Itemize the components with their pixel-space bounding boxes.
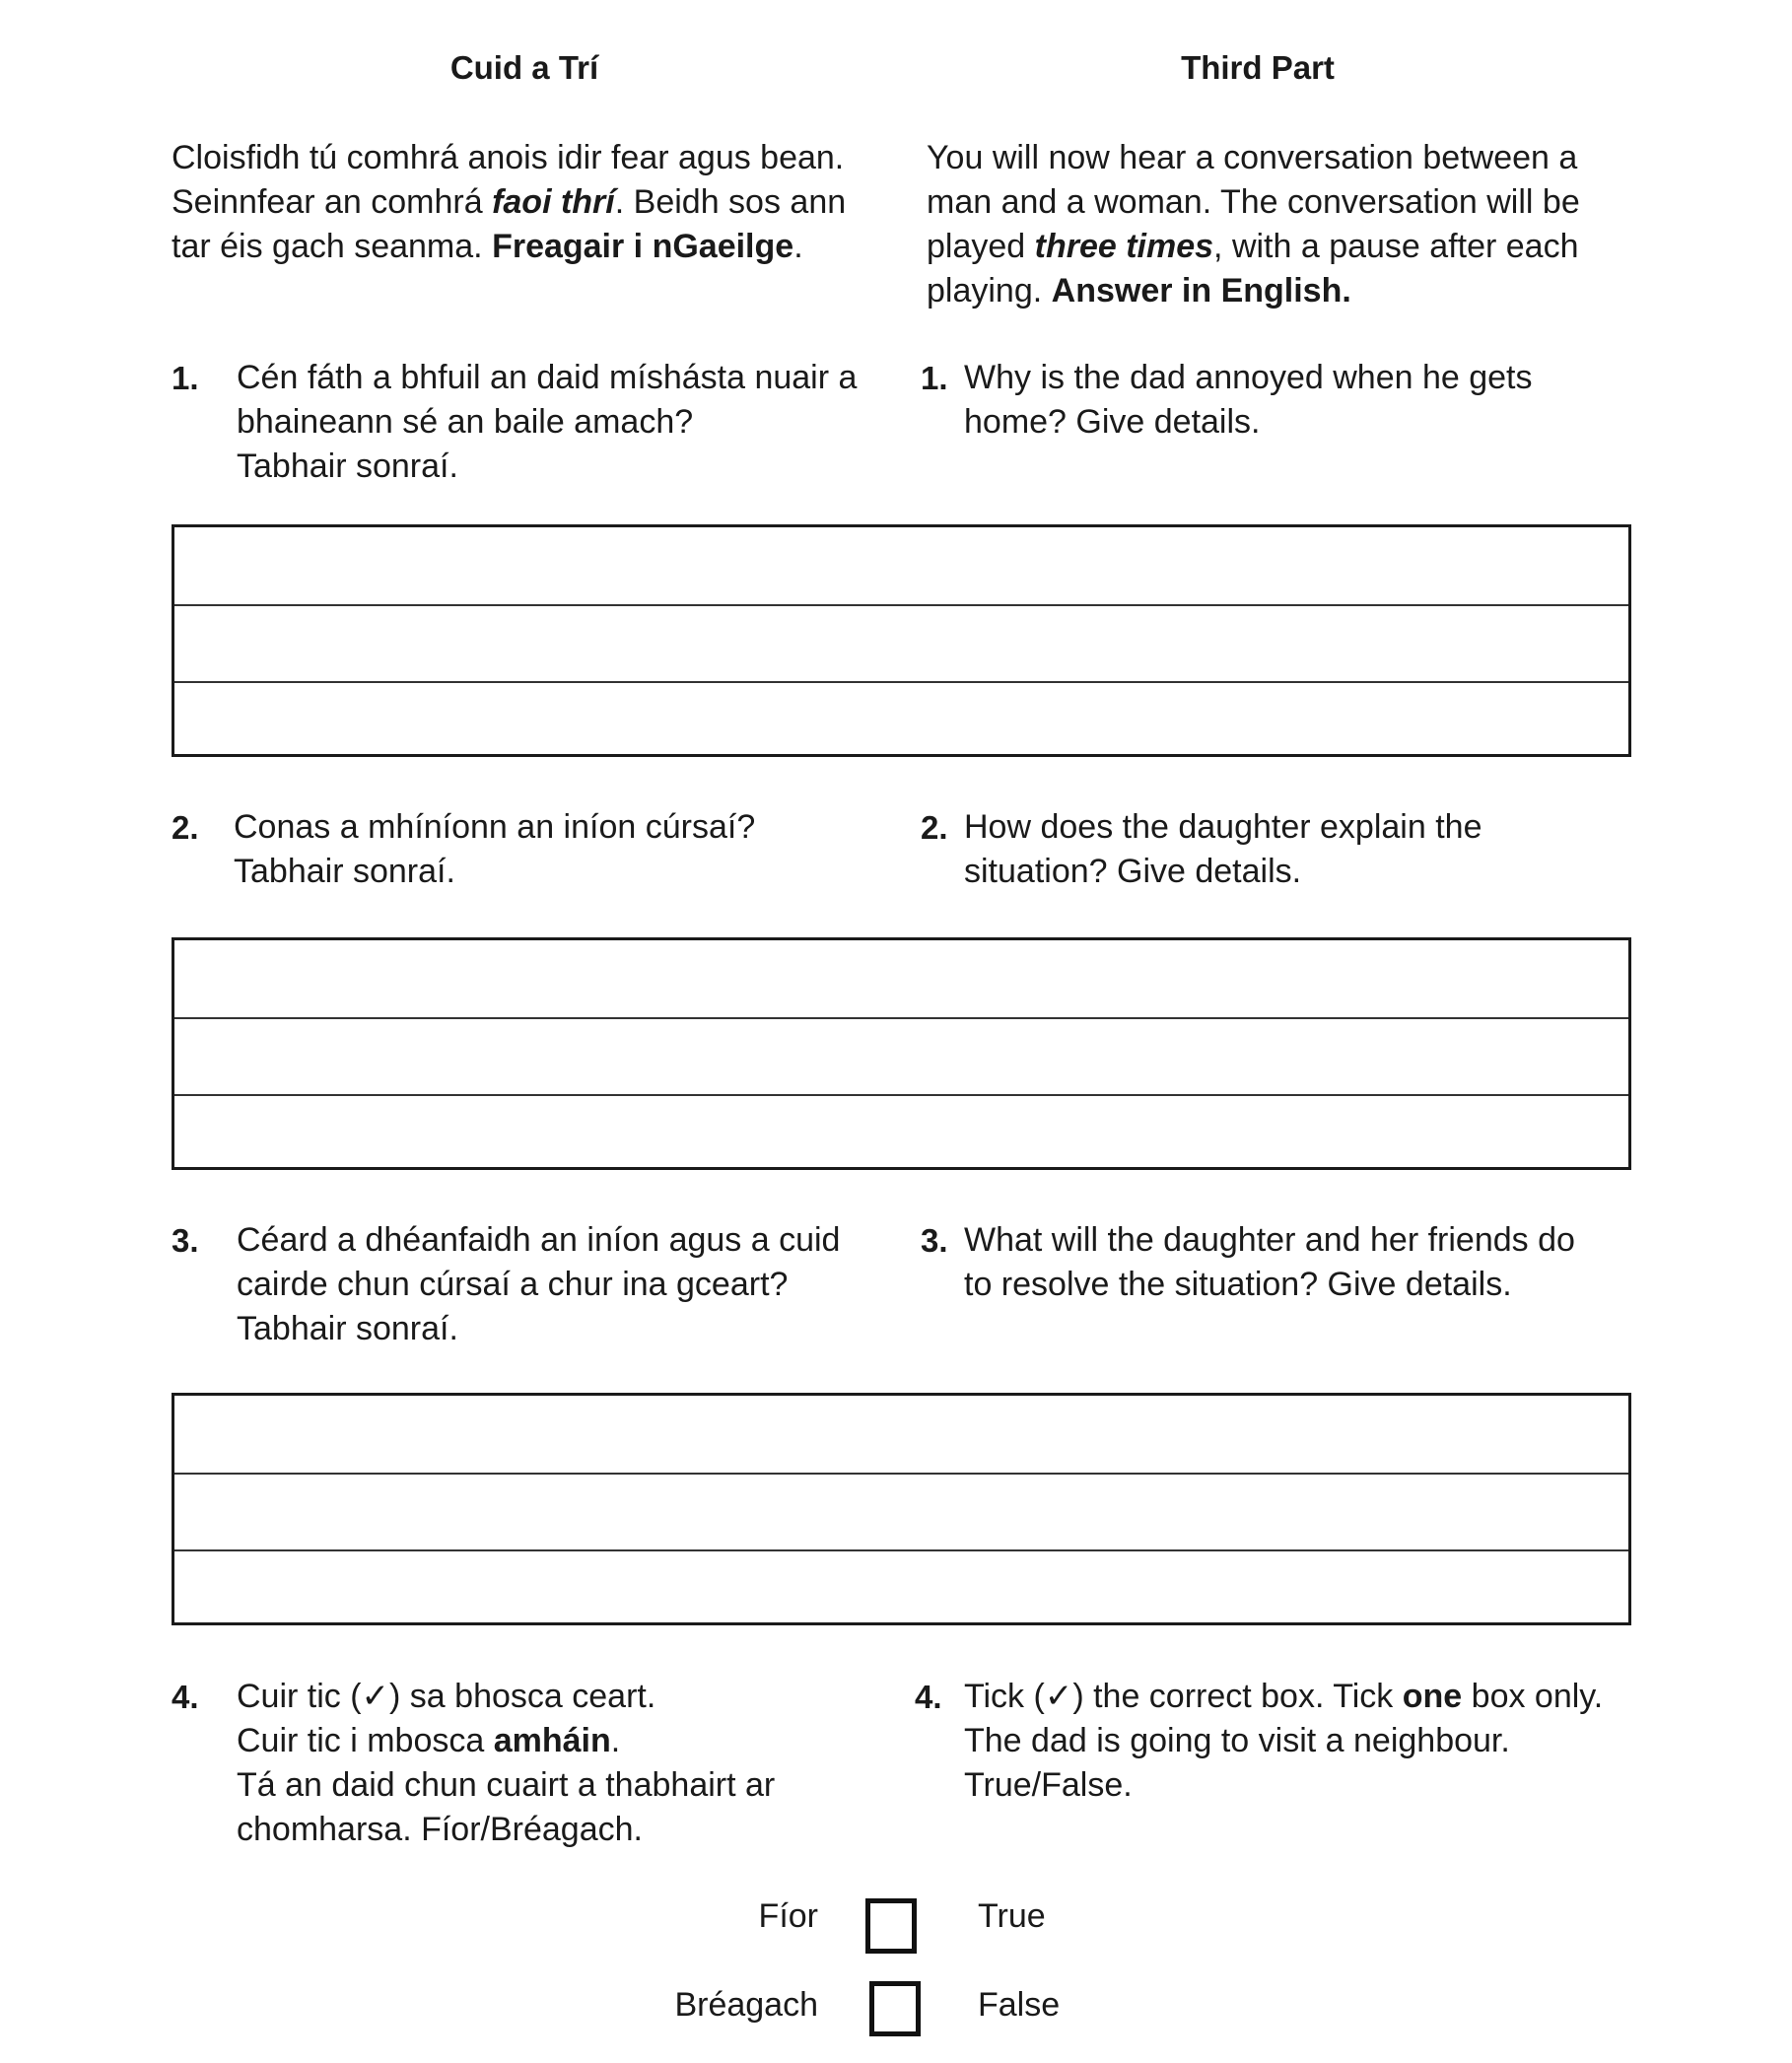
intro-english-line-4: playing. Answer in English. [927, 272, 1351, 309]
intro-english [927, 136, 1580, 313]
answer-line [174, 681, 1628, 683]
answer-box-3[interactable] [172, 1393, 1631, 1625]
intro-irish-line-3: tar éis gach seanma. Freagair i nGaeilge. [172, 228, 803, 265]
heading-english: Third Part [1181, 49, 1335, 86]
question-3-irish: Céard a dhéanfaidh an iníon agus a cuid cairde chun cúrsaí a chur ina gceart? Tabhair sonraí. [237, 1221, 841, 1347]
question-4-number-irish: 4. [172, 1679, 199, 1715]
answer-box-1[interactable] [172, 524, 1631, 757]
option-true-irish-label: Fíor [758, 1897, 818, 1935]
question-1-irish: Cén fáth a bhfuil an daid míshásta nuair a bhaineann sé an baile amach? Tabhair sonraí. [237, 359, 858, 485]
intro-english-line-2: man and a woman. The conversation will be [927, 183, 1580, 221]
answer-line [174, 1549, 1628, 1551]
option-false-checkbox[interactable] [869, 1981, 921, 2036]
question-4-english: Tick (✓) the correct box. Tick one box only. The dad is going to visit a neighbour. True/False. [964, 1678, 1604, 1804]
question-3-number-english: 3. [921, 1222, 948, 1259]
intro-english-line-3: played three times, with a pause after each [927, 228, 1579, 265]
question-2-number-irish: 2. [172, 809, 199, 846]
heading-irish: Cuid a Trí [449, 49, 599, 86]
intro-irish [172, 136, 846, 269]
option-true-checkbox[interactable] [865, 1898, 917, 1954]
intro-english-line-1: You will now hear a conversation between a [927, 139, 1578, 176]
answer-box-2[interactable] [172, 937, 1631, 1170]
question-1-number-irish: 1. [172, 360, 199, 396]
question-1-english: Why is the dad annoyed when he gets home? Give details. [964, 359, 1533, 441]
answer-line [174, 1094, 1628, 1096]
question-3-number-irish: 3. [172, 1222, 199, 1259]
question-4-number-english: 4. [915, 1679, 942, 1715]
option-true-english-label: True [978, 1897, 1046, 1935]
answer-line [174, 1017, 1628, 1019]
intro-irish-line-2: Seinnfear an comhrá faoi thrí. Beidh sos ann [172, 183, 847, 221]
question-3-english: What will the daughter and her friends do to resolve the situation? Give details. [964, 1221, 1575, 1303]
answer-line [174, 604, 1628, 606]
question-2-irish: Conas a mhíníonn an iníon cúrsaí? Tabhair sonraí. [234, 808, 756, 890]
answer-line [174, 1473, 1628, 1475]
intro-irish-line-1: Cloisfidh tú comhrá anois idir fear agus bean. [172, 139, 845, 176]
question-4-irish: Cuir tic (✓) sa bhosca ceart. Cuir tic i mbosca amháin. Tá an daid chun cuairt a thabhairt ar chomharsa. Fíor/Bréagach. [237, 1678, 776, 1848]
question-1-number-english: 1. [921, 360, 948, 396]
option-false-english-label: False [978, 1986, 1061, 2024]
question-2-number-english: 2. [921, 809, 948, 846]
option-false-irish-label: Bréagach [674, 1986, 818, 2024]
question-2-english: How does the daughter explain the situation? Give details. [964, 808, 1482, 890]
